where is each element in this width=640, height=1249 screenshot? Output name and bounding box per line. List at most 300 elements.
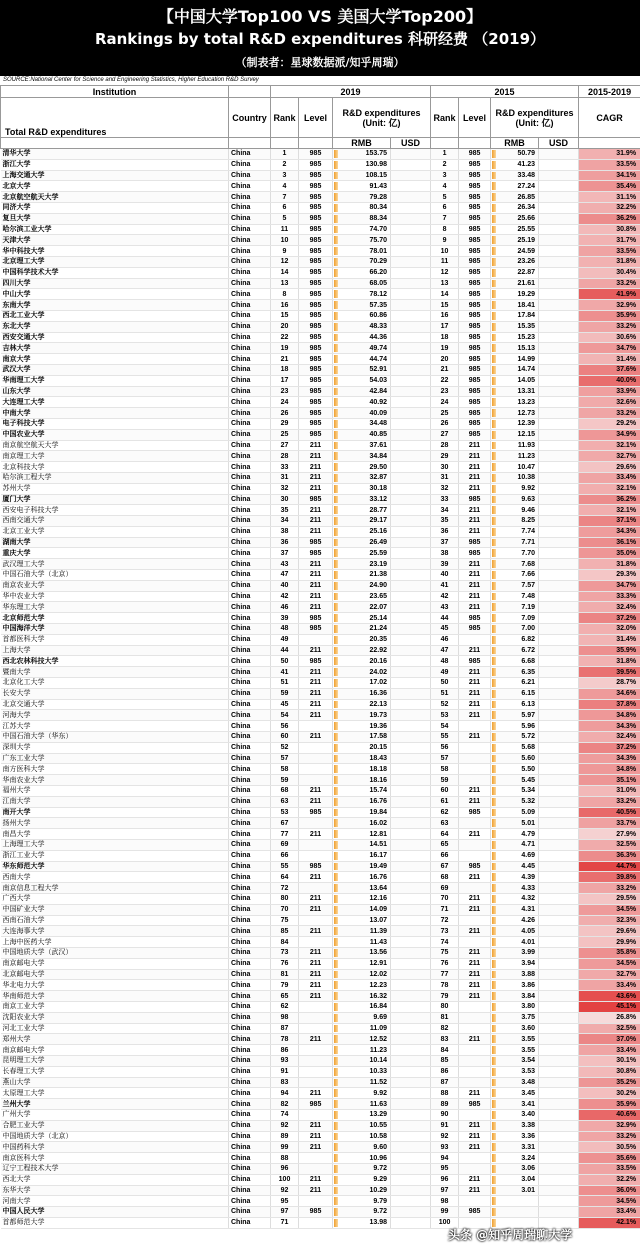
rmb-2019: [333, 559, 391, 570]
institution-name: 南京工业大学: [1, 1001, 229, 1012]
cagr: 32.4%: [579, 732, 640, 743]
rmb-2015: [491, 321, 539, 332]
usd-2015: [539, 159, 579, 170]
rmb-value: 11.43: [369, 938, 387, 946]
rank-2015: 68: [431, 872, 459, 883]
rmb-value: 5.60: [521, 755, 536, 763]
usd-2015: [539, 915, 579, 926]
cagr: 32.7%: [579, 451, 640, 462]
rmb-value: 3.54: [521, 1057, 536, 1065]
rank-2015: 77: [431, 969, 459, 980]
level-2019: [299, 850, 333, 861]
level-2019: 985: [299, 278, 333, 289]
country: China: [229, 170, 271, 181]
rmb-value: 50.79: [517, 150, 536, 158]
level-2015: 211: [459, 1088, 491, 1099]
level-2015: 985: [459, 408, 491, 419]
level-2015: 211: [459, 516, 491, 527]
level-2019: 985: [299, 807, 333, 818]
usd-2019: [391, 786, 431, 797]
table-row: [1, 678, 640, 689]
level-2019: 211: [299, 1131, 333, 1142]
rmb-2019: [333, 386, 391, 397]
rmb-value: 12.73: [517, 409, 536, 417]
country: China: [229, 613, 271, 624]
rmb-2019: [333, 958, 391, 969]
rmb-value: 11.63: [369, 1100, 387, 1108]
table-row: [1, 807, 640, 818]
country: China: [229, 408, 271, 419]
rank-2015: 35: [431, 516, 459, 527]
rmb-2015: [491, 429, 539, 440]
country: China: [229, 462, 271, 473]
rmb-value: 3.04: [521, 1176, 536, 1184]
country: China: [229, 332, 271, 343]
institution-name: 复旦大学: [1, 213, 229, 224]
table-row: [1, 969, 640, 980]
rmb-2019: [333, 1131, 391, 1142]
level-2015: 211: [459, 732, 491, 743]
rmb-2019: [333, 624, 391, 635]
rmb-value: 42.84: [369, 387, 387, 395]
cagr: 35.0%: [579, 548, 640, 559]
rmb-2019: [333, 1185, 391, 1196]
country: China: [229, 548, 271, 559]
rank-2019: 48: [271, 624, 299, 635]
level-2015: 211: [459, 570, 491, 581]
level-2015: 211: [459, 462, 491, 473]
cagr: 43.6%: [579, 991, 640, 1002]
level-2019: 985: [299, 213, 333, 224]
rmb-value: 3.38: [521, 1122, 536, 1130]
usd-2015: [539, 688, 579, 699]
usd-2015: [539, 408, 579, 419]
rank-2015: 5: [431, 192, 459, 203]
table-row: [1, 170, 640, 181]
institution-name: 河北工业大学: [1, 1023, 229, 1034]
institution-name: 长安大学: [1, 688, 229, 699]
institution-name: 四川大学: [1, 278, 229, 289]
rmb-2015: [491, 494, 539, 505]
rank-2015: 79: [431, 991, 459, 1002]
rmb-2019: [333, 570, 391, 581]
rank-2015: 73: [431, 926, 459, 937]
rank-2015: 1: [431, 149, 459, 160]
level-2015: [459, 850, 491, 861]
level-2019: 985: [299, 656, 333, 667]
rmb-2019: [333, 246, 391, 257]
rmb-2015: [491, 1088, 539, 1099]
level-2019: [299, 1023, 333, 1034]
institution-name: 北京大学: [1, 181, 229, 192]
usd-2019: [391, 883, 431, 894]
cagr: 32.5%: [579, 1023, 640, 1034]
usd-2019: [391, 1099, 431, 1110]
cagr: 33.2%: [579, 408, 640, 419]
rmb-value: 11.09: [369, 1024, 387, 1032]
level-2015: 985: [459, 321, 491, 332]
usd-2019: [391, 364, 431, 375]
cagr: 33.5%: [579, 159, 640, 170]
table-row: [1, 775, 640, 786]
institution-name: 南京邮电大学: [1, 958, 229, 969]
institution-name: 中国石油大学（北京）: [1, 570, 229, 581]
cagr: 31.9%: [579, 149, 640, 160]
usd-2019: [391, 408, 431, 419]
level-2019: 985: [299, 418, 333, 429]
institution-name: 南开大学: [1, 807, 229, 818]
rmb-value: 9.72: [373, 1165, 387, 1173]
rank-2015: 58: [431, 764, 459, 775]
rmb-2019: [333, 483, 391, 494]
table-row: [1, 840, 640, 851]
country: China: [229, 645, 271, 656]
level-2019: 211: [299, 904, 333, 915]
usd-2015: [539, 699, 579, 710]
institution-name: 中国农业大学: [1, 429, 229, 440]
institution-name: 河海大学: [1, 710, 229, 721]
country: China: [229, 1196, 271, 1207]
country: China: [229, 1088, 271, 1099]
institution-name: 中国人民大学: [1, 1207, 229, 1218]
rmb-value: 15.35: [517, 323, 536, 331]
usd-2015: [539, 1045, 579, 1056]
usd-2019: [391, 159, 431, 170]
level-2015: 985: [459, 235, 491, 246]
usd-2019: [391, 472, 431, 483]
level-2015: 211: [459, 786, 491, 797]
level-2019: 985: [299, 537, 333, 548]
level-2019: 211: [299, 1120, 333, 1131]
country: China: [229, 624, 271, 635]
rank-2019: 81: [271, 969, 299, 980]
table-row: [1, 462, 640, 473]
rank-2015: 100: [431, 1217, 459, 1228]
rmb-2015: [491, 710, 539, 721]
rank-2015: 86: [431, 1066, 459, 1077]
country: China: [229, 451, 271, 462]
table-row: [1, 742, 640, 753]
rank-2015: 59: [431, 775, 459, 786]
usd-2019: [391, 613, 431, 624]
country: China: [229, 418, 271, 429]
rank-2019: 88: [271, 1153, 299, 1164]
rank-2015: 9: [431, 235, 459, 246]
table-row: [1, 1174, 640, 1185]
level-2015: 985: [459, 494, 491, 505]
rmb-value: 13.64: [369, 884, 387, 892]
rank-2015: 44: [431, 613, 459, 624]
usd-2019: [391, 796, 431, 807]
rmb-2019: [333, 796, 391, 807]
institution-name: 华南理工大学: [1, 375, 229, 386]
cagr: 28.7%: [579, 678, 640, 689]
rmb-value: 4.33: [521, 884, 536, 892]
rmb-value: 5.96: [521, 722, 536, 730]
country: China: [229, 764, 271, 775]
rmb-2019: [333, 1153, 391, 1164]
rank-2015: 66: [431, 850, 459, 861]
rmb-value: 9.92: [373, 1089, 387, 1097]
rank-2019: 51: [271, 678, 299, 689]
rank-2019: 67: [271, 818, 299, 829]
rmb-2015: [491, 1196, 539, 1207]
level-2015: 985: [459, 548, 491, 559]
rmb-value: 18.16: [369, 776, 387, 784]
level-2019: [299, 1196, 333, 1207]
table-row: [1, 526, 640, 537]
rmb-value: 22.87: [517, 269, 536, 277]
institution-name: 南昌大学: [1, 829, 229, 840]
cagr: 33.4%: [579, 472, 640, 483]
rmb-2019: [333, 937, 391, 948]
level-2019: 985: [299, 408, 333, 419]
level-2019: 211: [299, 570, 333, 581]
rmb-2015: [491, 699, 539, 710]
table-row: [1, 796, 640, 807]
usd-2019: [391, 699, 431, 710]
table-row: [1, 537, 640, 548]
rmb-2015: [491, 289, 539, 300]
usd-2019: [391, 526, 431, 537]
rank-2015: 82: [431, 1023, 459, 1034]
rmb-2019: [333, 1001, 391, 1012]
level-2015: 985: [459, 159, 491, 170]
rmb-2019: [333, 321, 391, 332]
table-row: [1, 1120, 640, 1131]
usd-2015: [539, 926, 579, 937]
table-row: [1, 1142, 640, 1153]
rank-2019: 84: [271, 937, 299, 948]
rank-2019: 37: [271, 548, 299, 559]
usd-2019: [391, 753, 431, 764]
institution-name: 北京航空航天大学: [1, 192, 229, 203]
level-2019: 985: [299, 1099, 333, 1110]
rmb-2015: [491, 634, 539, 645]
header-level-2019: Level: [299, 98, 333, 138]
level-2019: 985: [299, 321, 333, 332]
rmb-value: 20.16: [369, 657, 387, 665]
rmb-2019: [333, 289, 391, 300]
level-2019: [299, 1109, 333, 1120]
rmb-2019: [333, 1163, 391, 1174]
level-2019: [299, 818, 333, 829]
country: China: [229, 1153, 271, 1164]
rmb-2019: [333, 267, 391, 278]
usd-2019: [391, 202, 431, 213]
rank-2019: 4: [271, 181, 299, 192]
table-row: [1, 310, 640, 321]
level-2015: 211: [459, 602, 491, 613]
rmb-value: 10.29: [369, 1186, 387, 1194]
level-2019: [299, 634, 333, 645]
rmb-2015: [491, 915, 539, 926]
rank-2015: 36: [431, 526, 459, 537]
usd-2019: [391, 1131, 431, 1142]
level-2015: 211: [459, 710, 491, 721]
institution-name: 扬州大学: [1, 818, 229, 829]
rmb-2015: [491, 1012, 539, 1023]
rmb-2019: [333, 656, 391, 667]
table-row: [1, 256, 640, 267]
rmb-2015: [491, 451, 539, 462]
country: China: [229, 732, 271, 743]
rmb-2019: [333, 991, 391, 1002]
usd-2015: [539, 429, 579, 440]
rmb-2015: [491, 246, 539, 257]
usd-2015: [539, 1131, 579, 1142]
rmb-value: 5.72: [521, 733, 536, 741]
usd-2019: [391, 861, 431, 872]
rmb-2019: [333, 1066, 391, 1077]
usd-2015: [539, 494, 579, 505]
table-row: [1, 408, 640, 419]
rmb-value: 16.76: [369, 873, 387, 881]
rmb-2015: [491, 267, 539, 278]
country: China: [229, 904, 271, 915]
table-row: [1, 688, 640, 699]
rmb-2015: [491, 526, 539, 537]
table-row: [1, 343, 640, 354]
level-2019: [299, 840, 333, 851]
rmb-value: 5.45: [521, 776, 536, 784]
table-row: [1, 602, 640, 613]
usd-2015: [539, 235, 579, 246]
country: China: [229, 742, 271, 753]
rmb-value: 3.88: [521, 970, 536, 978]
institution-name: 大连理工大学: [1, 397, 229, 408]
usd-2019: [391, 1077, 431, 1088]
cagr: 41.9%: [579, 289, 640, 300]
level-2015: 211: [459, 1142, 491, 1153]
table-row: [1, 753, 640, 764]
rank-2015: 51: [431, 688, 459, 699]
rmb-2019: [333, 462, 391, 473]
rmb-value: 18.18: [369, 765, 387, 773]
usd-2019: [391, 1001, 431, 1012]
level-2015: 211: [459, 483, 491, 494]
level-2015: 211: [459, 829, 491, 840]
rmb-2019: [333, 149, 391, 160]
level-2015: 985: [459, 224, 491, 235]
rmb-value: 3.99: [521, 949, 536, 957]
country: China: [229, 980, 271, 991]
usd-2015: [539, 991, 579, 1002]
rmb-2019: [333, 915, 391, 926]
rank-2019: 28: [271, 451, 299, 462]
level-2015: 211: [459, 980, 491, 991]
table-row: [1, 1023, 640, 1034]
cagr: 29.2%: [579, 418, 640, 429]
level-2019: 985: [299, 429, 333, 440]
usd-2015: [539, 375, 579, 386]
table-row: [1, 893, 640, 904]
table-row: [1, 656, 640, 667]
table-row: [1, 332, 640, 343]
rmb-2019: [333, 710, 391, 721]
usd-2015: [539, 1012, 579, 1023]
usd-2019: [391, 742, 431, 753]
rank-2015: 26: [431, 418, 459, 429]
rmb-value: 7.70: [521, 549, 536, 557]
level-2015: 985: [459, 246, 491, 257]
country: China: [229, 537, 271, 548]
cagr: 33.2%: [579, 278, 640, 289]
rank-2019: 80: [271, 893, 299, 904]
rmb-2015: [491, 570, 539, 581]
rank-2019: 32: [271, 483, 299, 494]
rank-2019: 65: [271, 991, 299, 1002]
rank-2019: 100: [271, 1174, 299, 1185]
table-row: [1, 1055, 640, 1066]
rmb-2015: [491, 192, 539, 203]
rmb-value: 13.31: [517, 387, 536, 395]
institution-name: 中国药科大学: [1, 1142, 229, 1153]
header-total: Total R&D expenditures: [1, 98, 229, 138]
usd-2015: [539, 300, 579, 311]
rank-2015: 74: [431, 937, 459, 948]
level-2019: 211: [299, 678, 333, 689]
country: China: [229, 688, 271, 699]
table-row: [1, 850, 640, 861]
rmb-2015: [491, 343, 539, 354]
rmb-2019: [333, 429, 391, 440]
rank-2019: 54: [271, 710, 299, 721]
table-row: [1, 710, 640, 721]
rank-2015: 69: [431, 883, 459, 894]
level-2015: 985: [459, 289, 491, 300]
level-2015: 985: [459, 213, 491, 224]
cagr: 35.9%: [579, 645, 640, 656]
rmb-2015: [491, 310, 539, 321]
rank-2015: 98: [431, 1196, 459, 1207]
level-2019: 211: [299, 591, 333, 602]
level-2019: 985: [299, 202, 333, 213]
cagr: 45.1%: [579, 1001, 640, 1012]
rmb-2015: [491, 256, 539, 267]
rmb-value: 25.16: [369, 528, 387, 536]
rmb-2019: [333, 904, 391, 915]
country: China: [229, 483, 271, 494]
rmb-value: 11.23: [517, 452, 536, 460]
rank-2019: 78: [271, 1034, 299, 1045]
level-2015: 211: [459, 688, 491, 699]
table-row: [1, 861, 640, 872]
country: China: [229, 1045, 271, 1056]
usd-2015: [539, 1153, 579, 1164]
institution-name: 西北大学: [1, 1174, 229, 1185]
rank-2015: 72: [431, 915, 459, 926]
rmb-value: 19.36: [369, 722, 387, 730]
usd-2015: [539, 775, 579, 786]
rank-2019: 68: [271, 786, 299, 797]
rmb-2015: [491, 418, 539, 429]
rmb-value: 3.55: [521, 1035, 536, 1043]
level-2015: [459, 818, 491, 829]
institution-name: 吉林大学: [1, 343, 229, 354]
country: China: [229, 861, 271, 872]
country: China: [229, 1131, 271, 1142]
source-note: SOURCE:National Center for Science and Engineering Statistics, Higher Education R&D Survey: [0, 76, 640, 85]
country: China: [229, 246, 271, 257]
level-2019: 985: [299, 548, 333, 559]
usd-2015: [539, 364, 579, 375]
rmb-2019: [333, 1196, 391, 1207]
country: China: [229, 570, 271, 581]
rmb-2019: [333, 872, 391, 883]
rank-2019: 22: [271, 332, 299, 343]
usd-2015: [539, 505, 579, 516]
